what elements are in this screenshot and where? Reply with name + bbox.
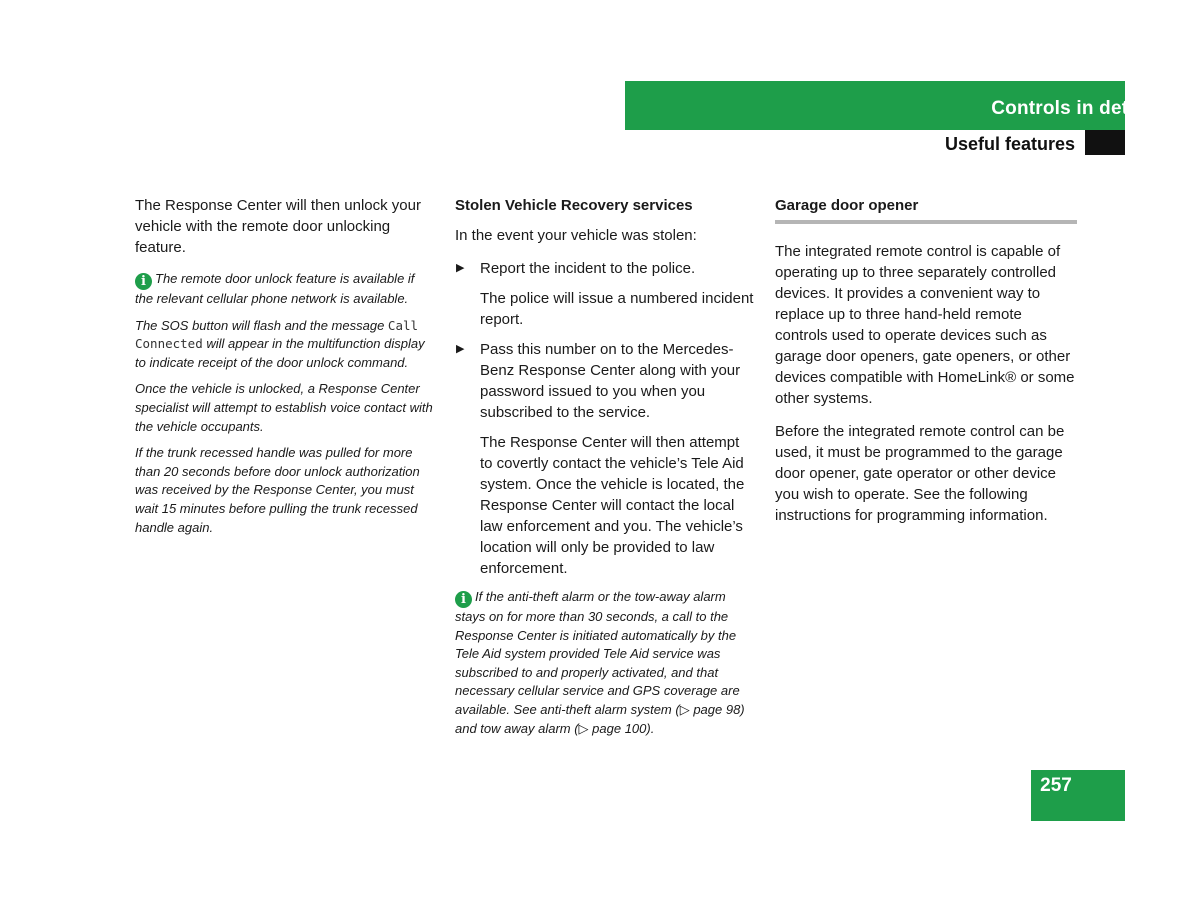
triangle-right-icon: ▶ — [456, 262, 465, 274]
paragraph-1: The integrated remote control is capable of operating up to three separately controlled devices. It provides a convenient way to replace up to three hand-held remote controls used to operate devices such as garage door openers, gate openers, or other devices compatible with HomeLink® or some other systems. — [775, 243, 1075, 407]
bullet-item-1 — [455, 258, 755, 279]
page-number: 257 — [1040, 775, 1072, 796]
column-1 — [135, 195, 435, 545]
note-text-pre: The SOS button will flash and the message — [135, 317, 388, 333]
bullet-followup-2: The Response Center will then attempt to covertly contact the vehicle’s Tele Aid system. Once the vehicle is located, the Response Center will contact the local law enforcement and you. The vehicle’s location will only be provided to law enforcement. — [480, 434, 745, 577]
bullet-text: Report the incident to the police. — [480, 260, 696, 277]
intro-paragraph: The Response Center will then unlock your vehicle with the remote door unlocking feature. — [135, 197, 421, 256]
note-text-post: will appear in the multifunction display to indicate receipt of the door unlock command. — [135, 336, 425, 370]
info-note-2 — [135, 317, 435, 373]
bullet-text: Pass this number on to the Mercedes-Benz Response Center along with your password issued to you when you subscribed to the service. — [480, 341, 741, 421]
column-2 — [455, 195, 755, 746]
section-heading-stolen-vehicle: Stolen Vehicle Recovery services — [455, 197, 693, 214]
column-3 — [775, 195, 1077, 538]
header-marker-block — [1085, 130, 1125, 155]
intro-paragraph: In the event your vehicle was stolen: — [455, 227, 697, 244]
note-text: If the anti-theft alarm or the tow-away alarm stays on for more than 30 seconds, a call to the Response Center is initiated automatically by the Tele Aid system provided Tele Aid service was subscribed to and properly activated, and that necessary cellular service and GPS coverage are available. See anti-theft alarm system (▷ page 98) and tow away alarm (▷ page 100). — [455, 589, 745, 736]
paragraph-2: Before the integrated remote control can be used, it must be programmed to the garage door opener, gate operator or other device you wish to operate. See the following instructions for programming information. — [775, 423, 1065, 524]
chapter-title: Controls in detail — [991, 98, 1150, 119]
display-message-code: Call Connected — [135, 317, 419, 352]
section-subtitle: Useful features — [944, 134, 1075, 154]
info-icon: i — [135, 273, 152, 290]
info-note — [455, 588, 755, 738]
bullet-followup-1: The police will issue a numbered incident report. — [480, 290, 754, 328]
triangle-right-icon: ▶ — [456, 343, 465, 355]
info-icon: i — [455, 591, 472, 608]
bullet-item-2 — [455, 339, 755, 423]
info-note-3: Once the vehicle is unlocked, a Response Center specialist will attempt to establish voice contact with the vehicle occupants. — [135, 381, 433, 434]
note-text: The remote door unlock feature is available if the relevant cellular phone network is available. — [135, 271, 415, 306]
info-note-4: If the trunk recessed handle was pulled for more than 20 seconds before door unlock authorization was received by the Response Center, you must wait 15 minutes before pulling the trunk recessed handle again. — [135, 445, 420, 535]
info-note-1 — [135, 270, 435, 309]
section-heading-garage-door: Garage door opener — [775, 195, 1077, 224]
